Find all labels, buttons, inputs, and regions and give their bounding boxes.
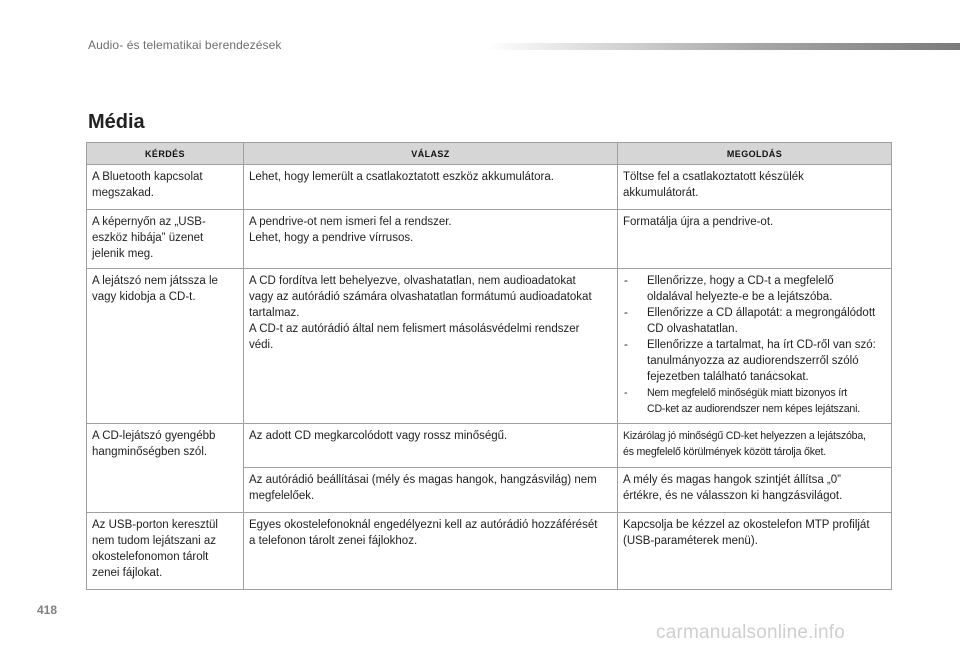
solution-list-item [623,273,886,305]
header-gradient-bar [486,43,960,50]
question-line: hangminőségben szól. [92,446,208,458]
answer-line: védi. [249,339,274,351]
table-row [87,165,892,210]
question-line: nem tudom lejátszani az [92,535,217,547]
table-row [87,210,892,269]
running-header: Audio- és telematikai berendezések [88,38,282,52]
solution-list-item [623,305,886,337]
question-line: A képernyőn az „USB- [92,216,206,228]
answer-cell [244,513,618,590]
question-line: zenei fájlokat. [92,567,163,579]
solution-line: CD olvashatatlan. [647,323,738,335]
answer-line: Lehet, hogy a pendrive vírrusos. [249,232,414,244]
solution-line: - Nem megfelelő minőségük miatt bizonyos írt [647,387,848,399]
solution-line: oldalával helyezte-e be a lejátszóba. [647,291,833,303]
solution-line: Kizárólag jó minőségű CD-ket helyezzen a lejátszóba, [623,430,866,442]
solution-line: - Ellenőrizze a tartalmat, ha írt CD-ről van szó: [647,339,876,351]
question-line: A lejátszó nem játssza le [92,275,218,287]
column-header-solution: MEGOLDÁS [618,143,892,165]
table-row [87,424,892,468]
solution-line: Kapcsolja be kézzel az okostelefon MTP profilját [623,519,870,531]
answer-cell [244,269,618,424]
answer-line: Lehet, hogy lemerült a csatlakoztatott eszköz akkumulátora. [249,171,554,183]
section-title: Média [88,111,145,133]
troubleshooting-table [86,142,892,590]
question-line: eszköz hibája” üzenet [92,232,204,244]
question-line: okostelefonomon tárolt [92,551,209,563]
solution-line: Töltse fel a csatlakoztatott készülék [623,171,804,183]
answer-cell [244,165,618,210]
solution-line: akkumulátorát. [623,187,699,199]
question-line: vagy kidobja a CD-t. [92,291,196,303]
answer-line: Egyes okostelefonoknál engedélyezni kell az autórádió hozzáférését [249,519,598,531]
answer-line: Az autórádió beállításai (mély és magas hangok, hangzásvilág) nem [249,474,597,486]
solution-line: CD-ket az audiorendszer nem képes lejátszani. [647,403,860,415]
answer-line: A CD fordítva lett behelyezve, olvashatatlan, nem audioadatokat [249,275,576,287]
table-row [87,513,892,590]
answer-line: a telefonon tárolt zenei fájlokhoz. [249,535,418,547]
page-number: 418 [37,603,58,617]
solution-line: tanulmányozza az audiorendszerről szóló [647,355,859,367]
question-line: Az USB-porton keresztül [92,519,218,531]
solution-line: (USB-paraméterek menü). [623,535,758,547]
answer-line: vagy az autórádió számára olvashatatlan formátumú audioadatokat [249,291,592,303]
solution-line: értékre, és ne válasszon ki hangzásvilágot. [623,490,843,502]
question-cell [87,513,244,590]
answer-line: tartalmaz. [249,307,300,319]
solution-list-item [623,385,886,417]
answer-line: A CD-t az autórádió által nem felismert másolásvédelmi rendszer [249,323,580,335]
solution-line: Formatálja újra a pendrive-ot. [623,216,774,228]
answer-cell [244,210,618,269]
column-header-answer: VÁLASZ [244,143,618,165]
solution-line: és megfelelő körülmények között tárolja őket. [623,446,826,458]
watermark-text: carmanualsonline.info [656,622,846,643]
solution-line: fejezetben található tanácsokat. [647,371,809,383]
solution-line: A mély és magas hangok szintjét állítsa „0” [623,474,841,486]
question-line: A CD-lejátszó gyengébb [92,430,216,442]
question-line: megszakad. [92,187,155,199]
answer-line: megfelelőek. [249,490,315,502]
question-cell [87,269,244,424]
question-line: jelenik meg. [92,248,154,260]
question-cell [87,165,244,210]
column-header-question: KÉRDÉS [87,143,244,165]
solution-cell [618,210,892,269]
answer-line: Az adott CD megkarcolódott vagy rossz minőségű. [249,430,508,442]
question-cell [87,210,244,269]
table-row [87,269,892,424]
solution-cell [618,424,892,468]
solution-list [623,273,886,417]
solution-cell [618,269,892,424]
question-cell [87,424,244,513]
solution-cell [618,513,892,590]
solution-list-item [623,337,886,385]
answer-cell [244,468,618,513]
table-header-row [87,143,892,165]
answer-cell [244,424,618,468]
solution-line: - Ellenőrizze a CD állapotát: a megrongálódott [647,307,876,319]
solution-cell [618,165,892,210]
answer-line: A pendrive-ot nem ismeri fel a rendszer. [249,216,452,228]
question-line: A Bluetooth kapcsolat [92,171,203,183]
solution-cell [618,468,892,513]
solution-line: - Ellenőrizze, hogy a CD-t a megfelelő [647,275,834,287]
